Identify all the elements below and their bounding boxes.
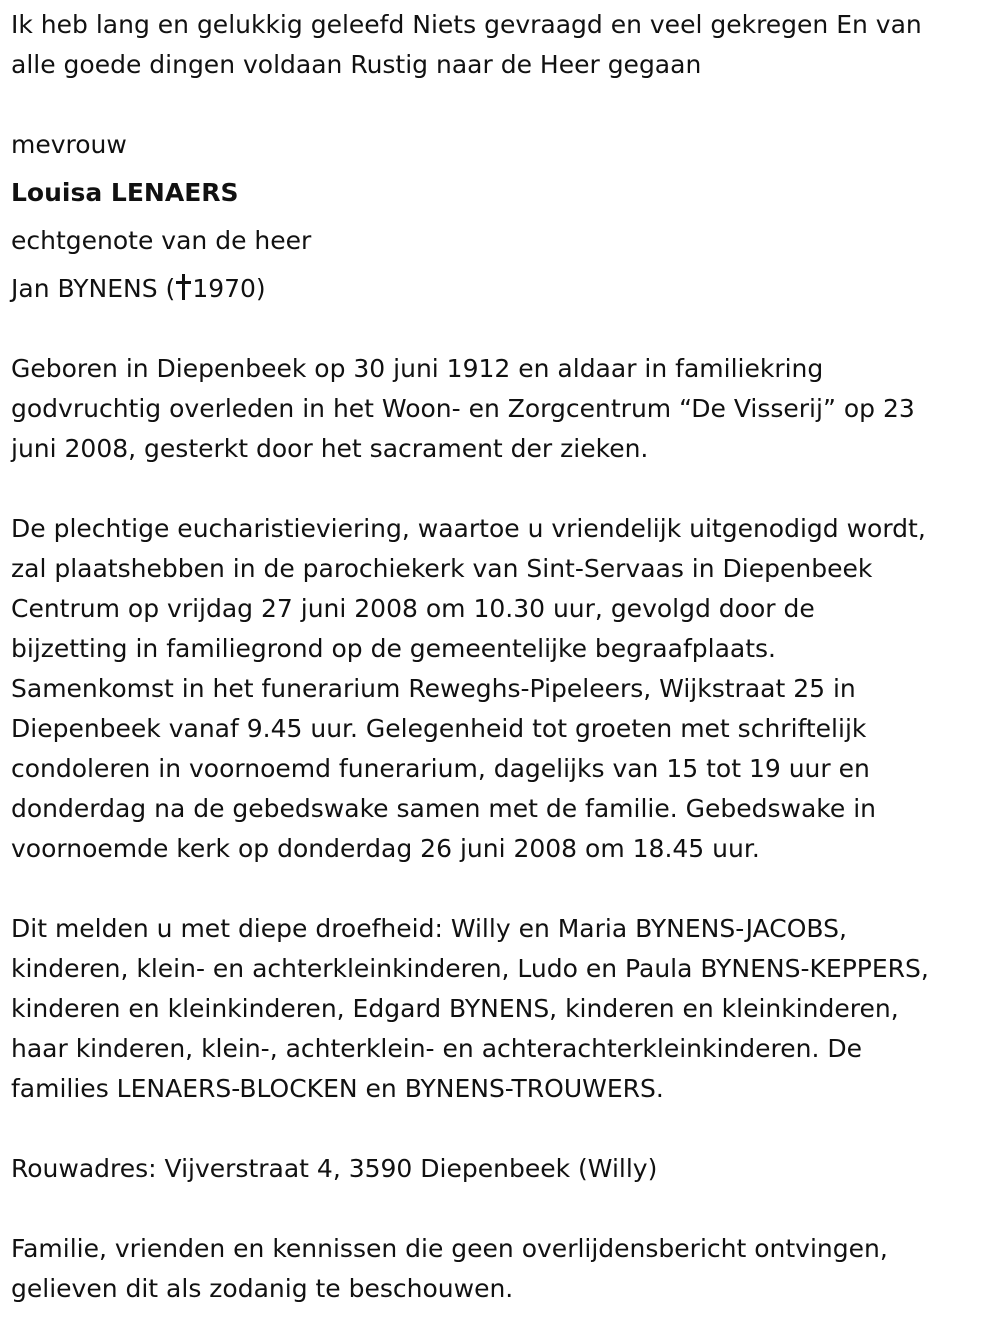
text-line: Diepenbeek vanaf 9.45 uur. Gelegenheid tot groeten met schriftelijk	[11, 714, 867, 743]
spouse-name: Jan BYNENS (	[11, 274, 176, 303]
motto-line: Ik heb lang en gelukkig geleefd Niets gevraagd en veel gekregen En van	[11, 10, 922, 39]
deceased-block	[11, 125, 991, 309]
spacer	[11, 317, 991, 349]
text-line: Geboren in Diepenbeek op 30 juni 1912 en aldaar in familiekring	[11, 354, 824, 383]
closing-paragraph	[11, 1229, 991, 1309]
text-line: families LENAERS-BLOCKEN en BYNENS-TROUWERS.	[11, 1074, 664, 1103]
text-line: De plechtige eucharistieviering, waartoe u vriendelijk uitgenodigd wordt,	[11, 514, 926, 543]
birth-death-paragraph	[11, 349, 991, 469]
text-line: Samenkomst in het funerarium Reweghs-Pipeleers, Wijkstraat 25 in	[11, 674, 856, 703]
text-line: condoleren in voornoemd funerarium, dagelijks van 15 tot 19 uur en	[11, 754, 870, 783]
text-line: haar kinderen, klein-, achterklein- en achterachterkleinkinderen. De	[11, 1034, 863, 1063]
family-paragraph	[11, 909, 991, 1109]
deceased-title: mevrouw	[11, 130, 127, 159]
deceased-name: Louisa LENAERS	[11, 178, 239, 207]
text-line: gelieven dit als zodanig te beschouwen.	[11, 1274, 514, 1303]
text-line: kinderen, klein- en achterkleinkinderen, Ludo en Paula BYNENS-KEPPERS,	[11, 954, 929, 983]
spacer	[11, 869, 991, 909]
death-notice	[11, 5, 991, 1309]
spouse-line	[11, 269, 991, 309]
spacer	[11, 85, 991, 125]
spacer	[11, 1189, 991, 1229]
text-line: voornoemde kerk op donderdag 26 juni 2008 om 18.45 uur.	[11, 834, 760, 863]
text-line: Familie, vrienden en kennissen die geen overlijdensbericht ontvingen,	[11, 1234, 888, 1263]
text-line: bijzetting in familiegrond op de gemeentelijke begraafplaats.	[11, 634, 776, 663]
text-line: Centrum op vrijdag 27 juni 2008 om 10.30 uur, gevolgd door de	[11, 594, 815, 623]
text-line: Dit melden u met diepe droefheid: Willy en Maria BYNENS-JACOBS,	[11, 914, 847, 943]
motto-line: alle goede dingen voldaan Rustig naar de Heer gegaan	[11, 50, 702, 79]
text-line: donderdag na de gebedswake samen met de familie. Gebedswake in	[11, 794, 876, 823]
spouse-year: 1970)	[192, 274, 266, 303]
ceremony-paragraph	[11, 509, 991, 869]
text-line: godvruchtig overleden in het Woon- en Zorgcentrum “De Visserij” op 23	[11, 394, 915, 423]
mourning-address: Rouwadres: Vijverstraat 4, 3590 Diepenbeek (Willy)	[11, 1154, 658, 1183]
spacer	[11, 469, 991, 509]
text-line: zal plaatshebben in de parochiekerk van Sint-Servaas in Diepenbeek	[11, 554, 873, 583]
deceased-relation: echtgenote van de heer	[11, 226, 312, 255]
motto-paragraph	[11, 5, 991, 85]
cross-icon	[176, 274, 190, 300]
address-paragraph	[11, 1149, 991, 1189]
text-line: kinderen en kleinkinderen, Edgard BYNENS, kinderen en kleinkinderen,	[11, 994, 899, 1023]
spacer	[11, 1109, 991, 1149]
text-line: juni 2008, gesterkt door het sacrament der zieken.	[11, 434, 649, 463]
